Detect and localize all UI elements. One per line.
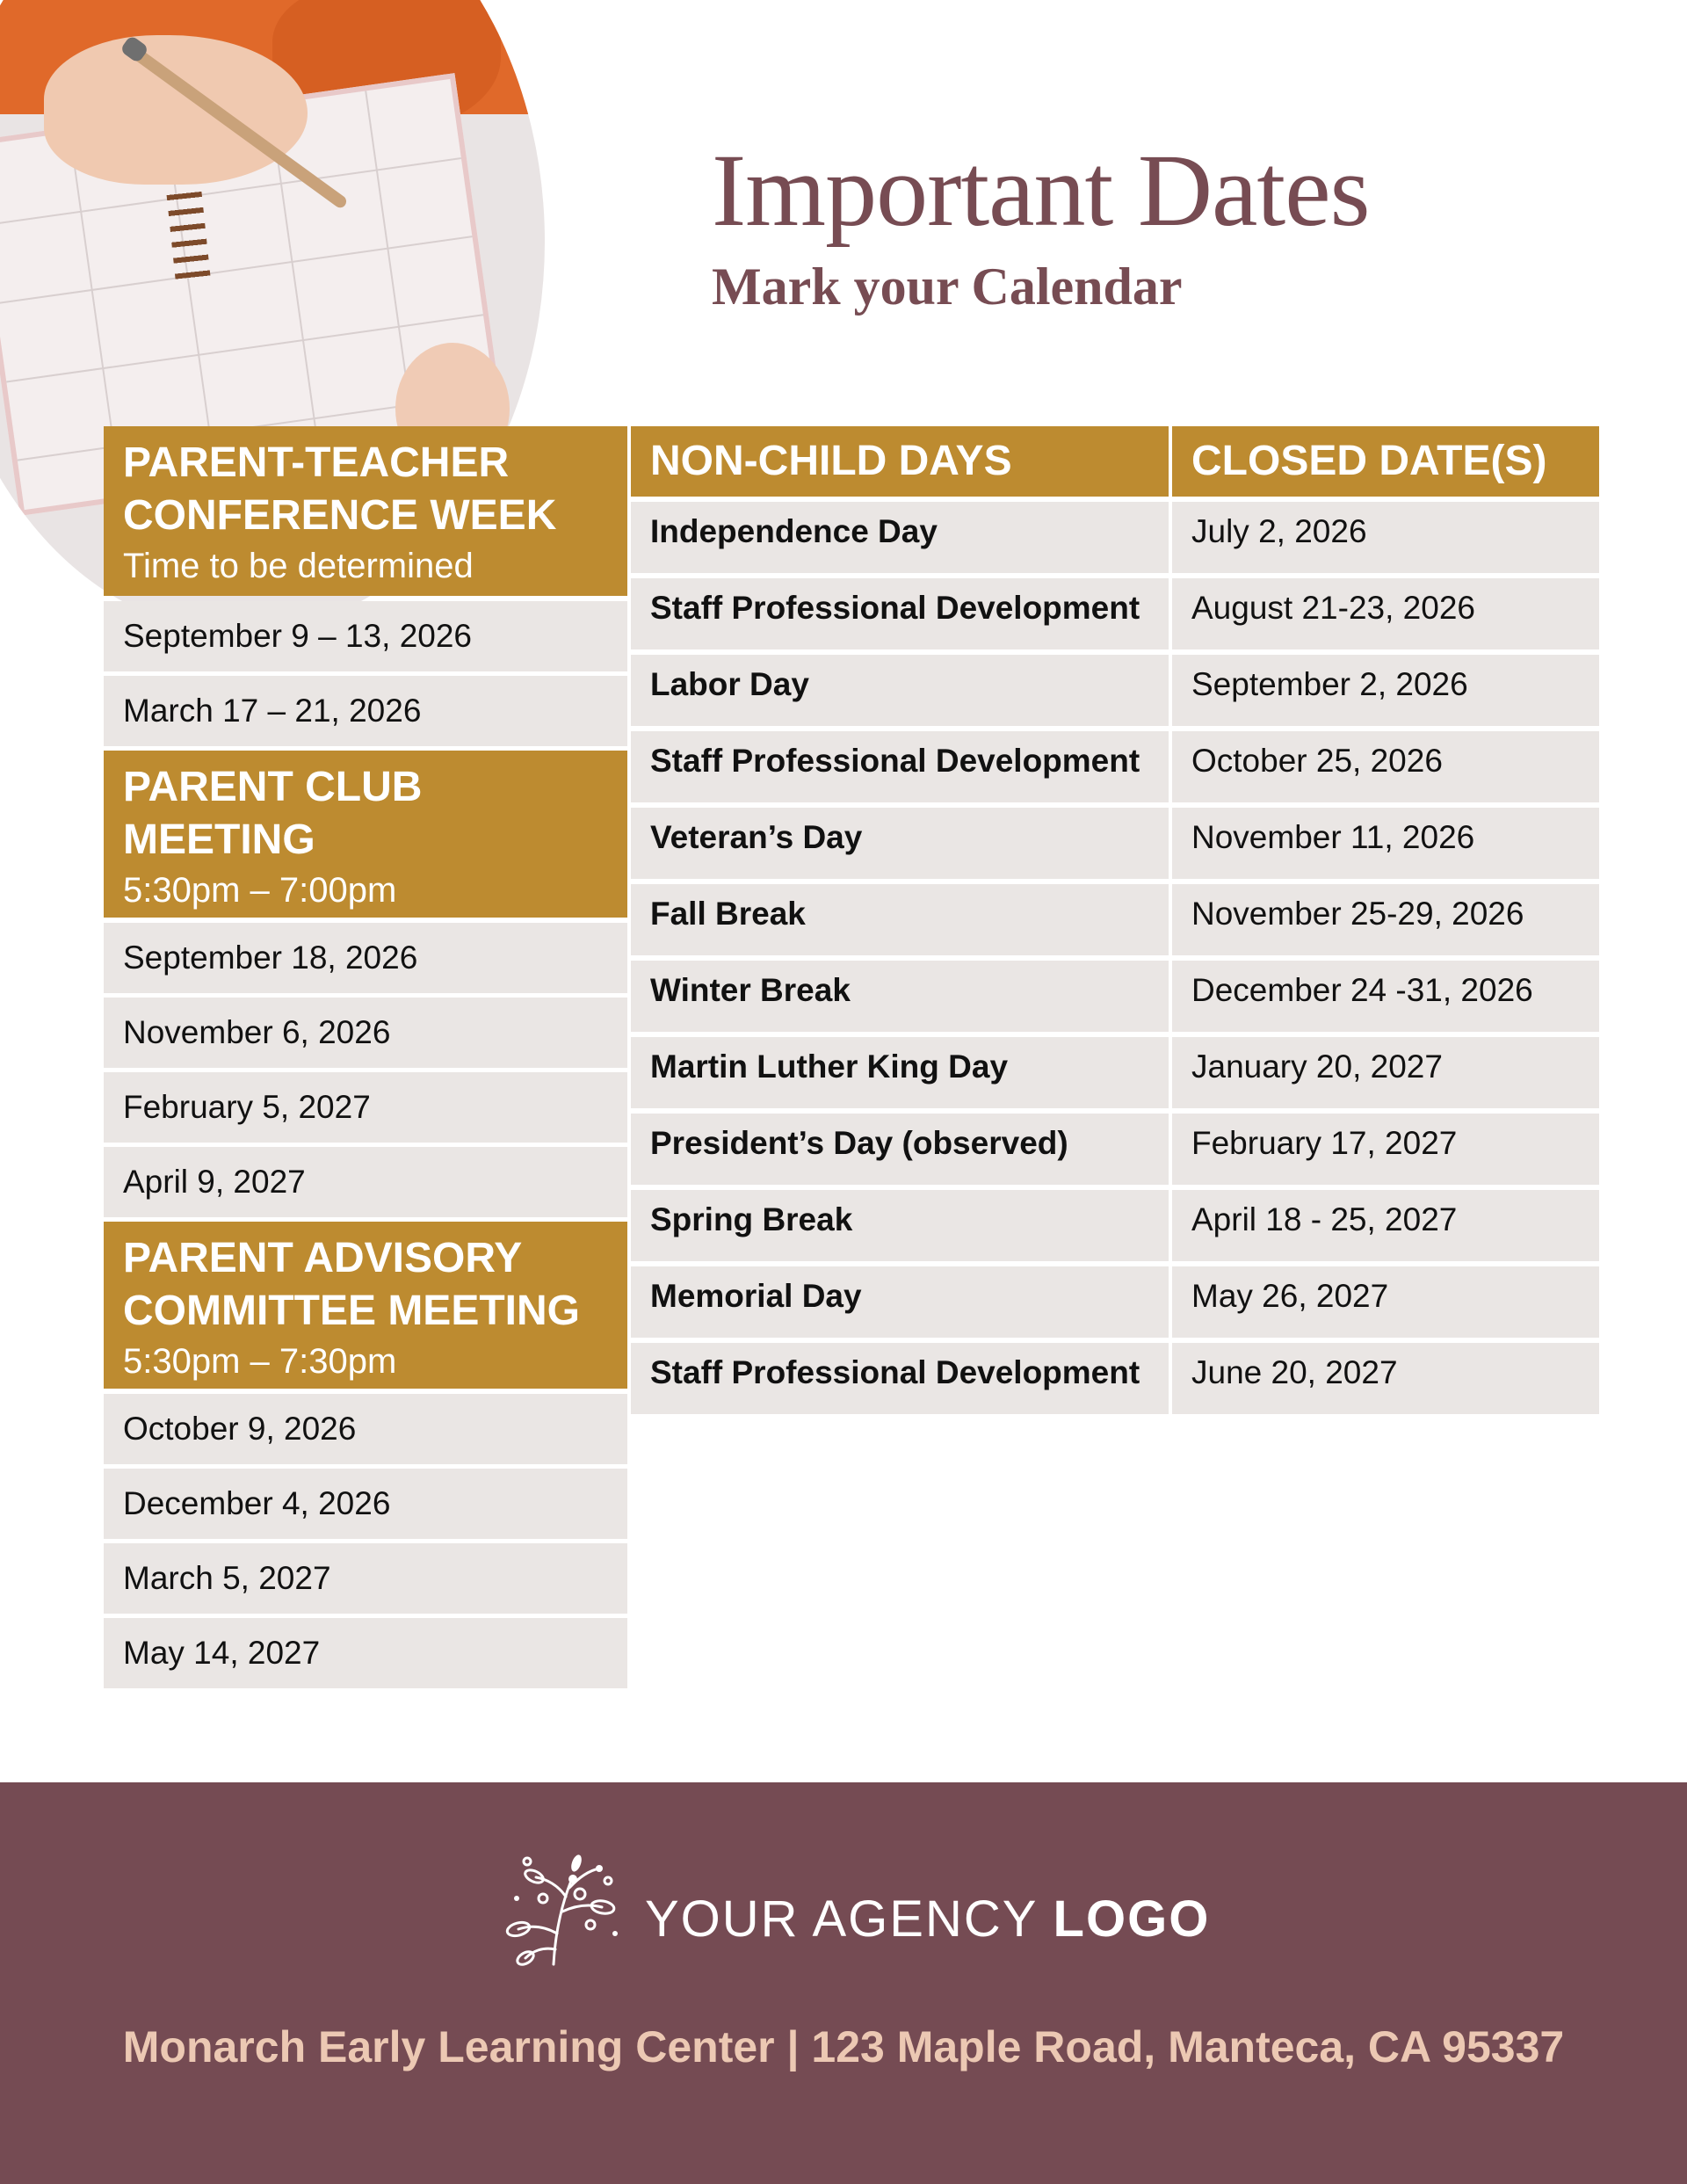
closed-date: July 2, 2026 [1172,502,1599,573]
holiday-name: Memorial Day [631,1266,1169,1338]
column-header-non-child-days: NON-CHILD DAYS [631,426,1169,497]
table-row [631,578,1599,649]
page-title: Important Dates [712,133,1370,248]
date-cell: November 6, 2026 [104,998,627,1068]
table-row [631,884,1599,955]
closed-date: April 18 - 25, 2027 [1172,1190,1599,1261]
date-cell: September 18, 2026 [104,923,627,993]
table-row [631,1190,1599,1261]
column-header-closed-dates: CLOSED DATE(S) [1172,426,1599,497]
holiday-name: Winter Break [631,961,1169,1032]
section-header-parent-club [104,751,627,918]
date-cell: October 9, 2026 [104,1394,627,1464]
footer-address: Monarch Early Learning Center | 123 Maple Road, Manteca, CA 95337 [122,2022,1565,2072]
closed-date: October 25, 2026 [1172,731,1599,802]
closed-date: September 2, 2026 [1172,655,1599,726]
section-title: CONFERENCE WEEK [123,492,557,539]
table-row [631,1343,1599,1414]
section-header-conference [104,426,627,596]
date-cell: December 4, 2026 [104,1469,627,1539]
holiday-name: Martin Luther King Day [631,1037,1169,1108]
date-cell: February 5, 2027 [104,1072,627,1143]
table-row [631,1114,1599,1185]
section-subtitle: 5:30pm – 7:30pm [123,1342,397,1381]
table-row [631,502,1599,573]
closed-date: June 20, 2027 [1172,1343,1599,1414]
logo-word-agency: AGENCY [812,1890,1038,1948]
holiday-name: Staff Professional Development [631,731,1169,802]
table-row [631,1037,1599,1108]
logo-text [645,1890,1210,1948]
closed-date: May 26, 2027 [1172,1266,1599,1338]
holiday-name: Independence Day [631,502,1169,573]
page-subtitle: Mark your Calendar [712,258,1183,316]
closed-date: November 25-29, 2026 [1172,884,1599,955]
section-subtitle: Time to be determined [123,547,474,585]
section-title: COMMITTEE MEETING [123,1288,580,1334]
section-title: PARENT CLUB [123,764,423,810]
date-cell: September 9 – 13, 2026 [104,601,627,671]
closed-date: August 21-23, 2026 [1172,578,1599,649]
closed-dates-table [631,426,1599,1414]
agency-logo [492,1846,1211,1977]
table-row [631,961,1599,1032]
date-cell: March 17 – 21, 2026 [104,676,627,746]
holiday-name: Staff Professional Development [631,1343,1169,1414]
table-row [631,808,1599,879]
holiday-name: Fall Break [631,884,1169,955]
section-title: PARENT ADVISORY [123,1235,523,1281]
holiday-name: Spring Break [631,1190,1169,1261]
table-header-row [631,426,1599,497]
closed-date: December 24 -31, 2026 [1172,961,1599,1032]
date-cell: March 5, 2027 [104,1543,627,1614]
parent-events-column [104,426,627,1688]
table-row [631,731,1599,802]
holiday-name: Staff Professional Development [631,578,1169,649]
table-row [631,1266,1599,1338]
holiday-name: Labor Day [631,655,1169,726]
logo-word-your: YOUR [645,1890,800,1948]
section-subtitle: 5:30pm – 7:00pm [123,871,397,910]
holiday-name: Veteran’s Day [631,808,1169,879]
section-title: MEETING [123,816,315,863]
logo-word-logo: LOGO [1053,1890,1211,1948]
section-header-advisory [104,1222,627,1389]
holiday-name: President’s Day (observed) [631,1114,1169,1185]
closed-date: November 11, 2026 [1172,808,1599,879]
date-cell: April 9, 2027 [104,1147,627,1217]
footer-band [0,1782,1687,2184]
floral-sprig-icon [492,1846,633,1969]
table-row [631,655,1599,726]
date-cell: May 14, 2027 [104,1618,627,1688]
section-title: PARENT-TEACHER [123,439,510,486]
closed-date: February 17, 2027 [1172,1114,1599,1185]
closed-date: January 20, 2027 [1172,1037,1599,1108]
